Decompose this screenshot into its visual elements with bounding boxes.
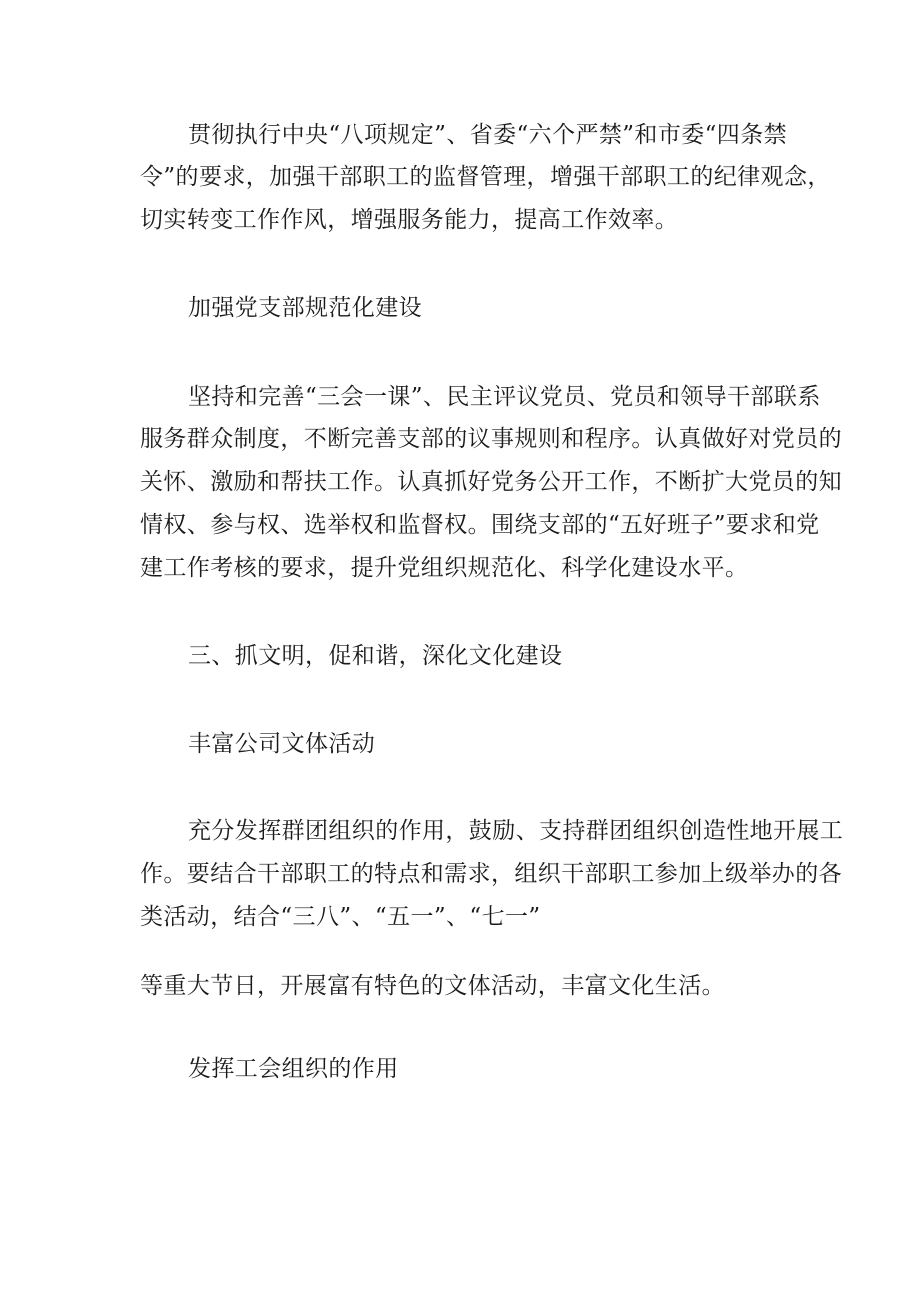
paragraph-party-branch-line-4: 情权、参与权、选举权和监督权。围绕支部的“五好班子”要求和党 xyxy=(140,512,820,538)
paragraph-activities-line-1: 充分发挥群团组织的作用，鼓励、支持群团组织创造性地开展工 xyxy=(188,818,844,844)
paragraph-activities-line-2: 作。要结合干部职工的特点和需求，组织干部职工参加上级举办的各 xyxy=(140,861,842,887)
heading-party-branch: 加强党支部规范化建设 xyxy=(188,295,422,321)
paragraph-activities-line-3: 类活动，结合“三八”、“五一”、“七一” xyxy=(140,904,541,930)
paragraph-discipline-line-3: 切实转变工作作风，增强服务能力，提高工作效率。 xyxy=(140,207,679,233)
paragraph-holidays-line-1: 等重大节日，开展富有特色的文体活动，丰富文化生活。 xyxy=(140,973,725,999)
paragraph-party-branch-line-5: 建工作考核的要求，提升党组织规范化、科学化建设水平。 xyxy=(140,555,749,581)
paragraph-party-branch-line-3: 关怀、激励和帮扶工作。认真抓好党务公开工作，不断扩大党员的知 xyxy=(140,469,842,495)
paragraph-discipline-line-2: 令”的要求，加强干部职工的监督管理，增强干部职工的纪律观念， xyxy=(140,164,831,190)
heading-trade-union: 发挥工会组织的作用 xyxy=(188,1056,399,1082)
paragraph-party-branch-line-2: 服务群众制度，不断完善支部的议事规则和程序。认真做好对党员的 xyxy=(140,426,842,452)
heading-cultural-activities: 丰富公司文体活动 xyxy=(188,731,376,757)
heading-section-three: 三、抓文明，促和谐，深化文化建设 xyxy=(188,643,563,669)
paragraph-party-branch-line-1: 坚持和完善“三会一课”、民主评议党员、党员和领导干部联系 xyxy=(188,384,821,410)
paragraph-discipline-line-1: 贯彻执行中央“八项规定”、省委“六个严禁”和市委“四条禁 xyxy=(188,122,787,148)
